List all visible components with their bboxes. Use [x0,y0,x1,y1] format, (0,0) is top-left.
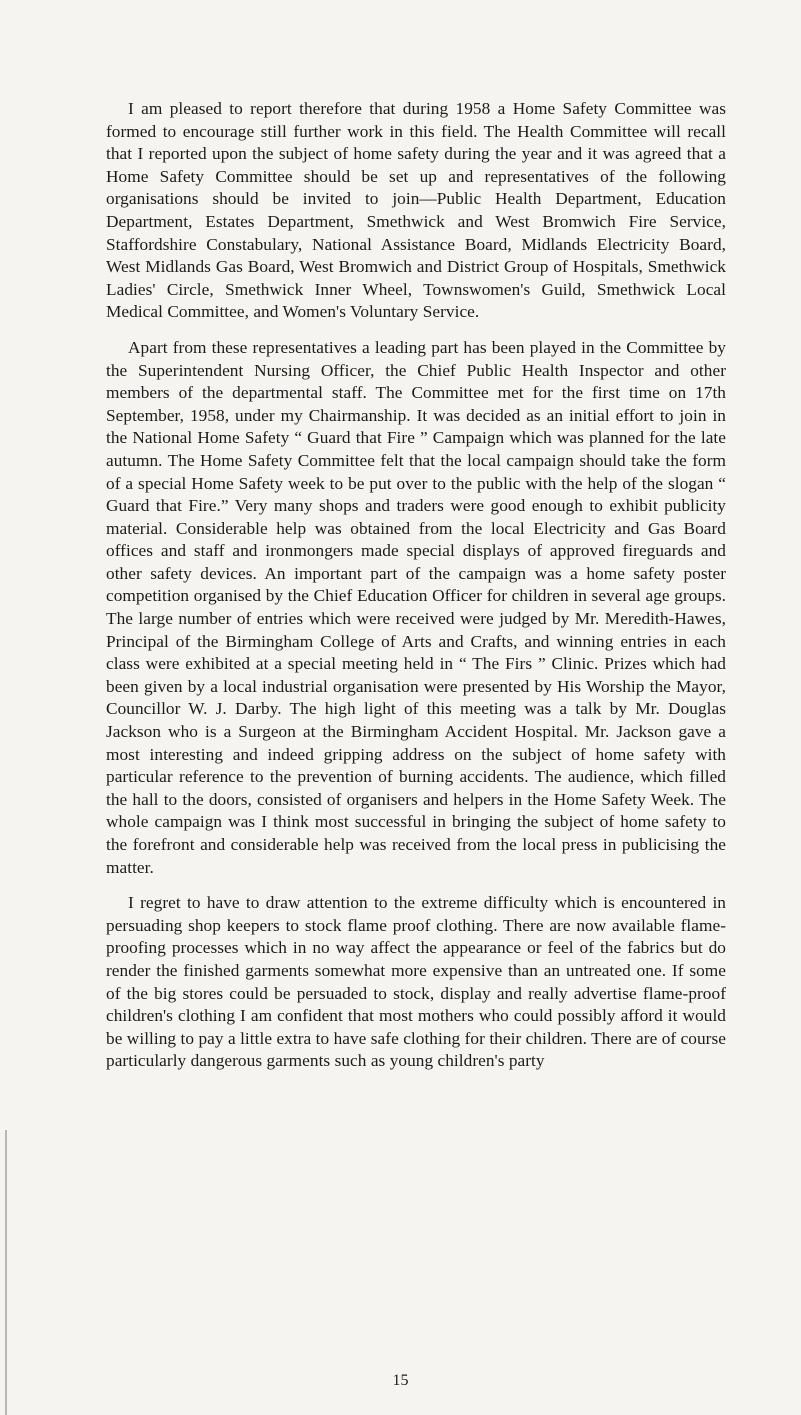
page-number: 15 [392,1372,409,1389]
paragraph-guard-that-fire-campaign: Apart from these representatives a leading part has been played in the Committee by the Superintendent Nursing Officer, the Chief Public Health Inspector and other members of the departmental staff. The Committee met for the first time on 17th September, 1958, under my Chairmanship. It was decided as an initial effort to join in the National Home Safety “ Guard that Fire ” Campaign which was planned for the late autumn. The Home Safety Committee felt that the local campaign should take the form of a special Home Safety week to be put over to the public with the help of the slogan “ Guard that Fire.” Very many shops and traders were good enough to exhibit publicity material. Considerable help was obtained from the local Electricity and Gas Board offices and staff and ironmongers made special displays of approved fireguards and other safety devices. An important part of the campaign was a home safety poster competition organised by the Chief Education Officer for children in several age groups. The large number of entries which were received were judged by Mr. Meredith-Hawes, Principal of the Birmingham College of Arts and Crafts, and winning entries in each class were exhibited at a special meeting held in “ The Firs ” Clinic. Prizes which had been given by a local industrial organisation were presented by His Worship the Mayor, Councillor W. J. Darby. The high light of this meeting was a talk by Mr. Douglas Jackson who is a Surgeon at the Birmingham Accident Hospital. Mr. Jackson gave a most interesting and indeed gripping address on the subject of home safety with particular reference to the prevention of burning accidents. The audience, which filled the hall to the doors, consisted of organisers and helpers in the Home Safety Week. The whole campaign was I think most successful in bringing the subject of home safety to the forefront and considerable help was received from the local press in publicising the matter. [106,337,726,877]
paragraph-flame-proof-clothing: I regret to have to draw attention to the extreme difficulty which is encountered in persuading shop keepers to stock flame proof clothing. There are now available flame-proofing processes which in no way affect the appearance or feel of the fabrics but do render the finished garments somewhat more expensive than an untreated one. If some of the big stores could be persuaded to stock, display and really advertise flame-proof children's clothing I am confident that most mothers who could possibly afford it would be willing to pay a little extra to have safe clothing for their children. There are of course particularly dangerous garments such as young children's party [106,893,726,1071]
paragraph-home-safety-committee: I am pleased to report therefore that during 1958 a Home Safety Committee was formed to encourage still further work in this field. The Health Committee will recall that I reported upon the subject of home safety during the year and it was agreed that a Home Safety Committee should be set up and representatives of the following organisations should be invited to join—Public Health Department, Education Department, Estates Department, Smethwick and West Bromwich Fire Service, Staffordshire Constabulary, National Assistance Board, Midlands Electricity Board, West Midlands Gas Board, West Bromwich and District Group of Hospitals, Smethwick Ladies' Circle, Smethwick Inner Wheel, Townswomen's Guild, Smethwick Local Medical Committee, and Women's Voluntary Service. [106,99,726,322]
body-text [106,98,726,1086]
page-edge-shadow [5,1130,7,1415]
